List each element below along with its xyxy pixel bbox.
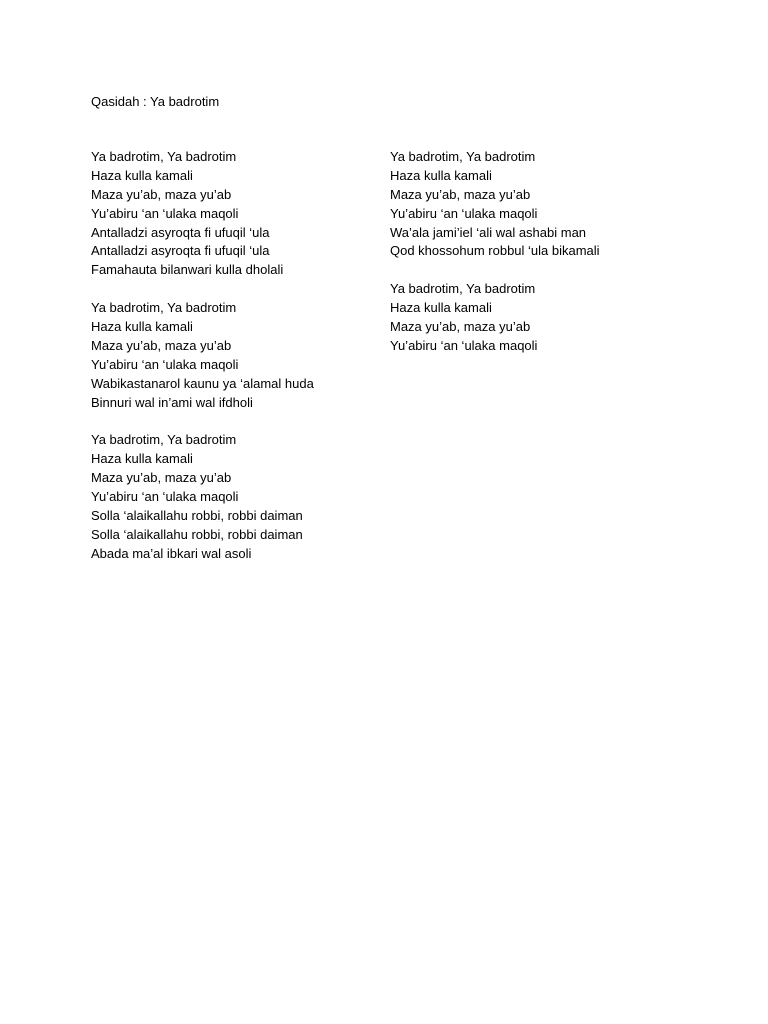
lyric-line: Wabikastanarol kaunu ya ‘alamal huda: [91, 375, 314, 391]
lyric-line: Haza kulla kamali: [390, 300, 492, 316]
lyric-line: Ya badrotim, Ya badrotim: [91, 432, 237, 448]
stanza-left-1: [91, 148, 314, 280]
lyric-line: Famahauta bilanwari kulla dholali: [91, 262, 284, 278]
document-title: Qasidah : Ya badrotim: [91, 94, 220, 109]
lyric-line: Binnuri wal in’ami wal ifdholi: [91, 394, 253, 410]
stanza-right-1: [390, 148, 600, 261]
lyric-line: Maza yu’ab, maza yu’ab: [91, 186, 232, 202]
lyric-line: Yu’abiru ‘an ‘ulaka maqoli: [390, 205, 538, 221]
lyric-line: Solla ‘alaikallahu robbi, robbi daiman: [91, 526, 303, 542]
lyric-line: Yu’abiru ‘an ‘ulaka maqoli: [91, 489, 239, 505]
lyric-line: Ya badrotim, Ya badrotim: [91, 149, 237, 164]
lyric-line: Solla ‘alaikallahu robbi, robbi daiman: [91, 507, 303, 523]
stanza-right-2: [390, 280, 600, 356]
lyric-line: Haza kulla kamali: [91, 319, 193, 335]
left-column: [91, 148, 314, 582]
lyric-line: Haza kulla kamali: [390, 167, 492, 183]
lyric-line: Maza yu’ab, maza yu’ab: [91, 337, 232, 353]
lyric-line: Yu’abiru ‘an ‘ulaka maqoli: [91, 356, 239, 372]
lyric-line: Qod khossohum robbul ‘ula bikamali: [390, 243, 600, 259]
lyric-line: Yu’abiru ‘an ‘ulaka maqoli: [91, 205, 239, 221]
lyric-line: Maza yu’ab, maza yu’ab: [91, 470, 232, 486]
lyric-line: Ya badrotim, Ya badrotim: [91, 300, 237, 316]
lyric-line: Ya badrotim, Ya badrotim: [390, 281, 536, 297]
lyric-line: Haza kulla kamali: [91, 451, 193, 467]
stanza-left-2: [91, 299, 314, 412]
lyric-line: Wa’ala jami’iel ‘ali wal ashabi man: [390, 224, 587, 240]
lyric-line: Maza yu’ab, maza yu’ab: [390, 186, 531, 202]
lyric-line: Maza yu’ab, maza yu’ab: [390, 319, 531, 335]
lyric-line: Yu’abiru ‘an ‘ulaka maqoli: [390, 337, 538, 353]
stanza-left-3: [91, 431, 314, 563]
lyric-line: Abada ma’al ibkari wal asoli: [91, 545, 252, 561]
lyric-line: Ya badrotim, Ya badrotim: [390, 149, 536, 164]
lyric-line: Antalladzi asyroqta fi ufuqil ‘ula: [91, 224, 270, 240]
lyric-line: Haza kulla kamali: [91, 167, 193, 183]
right-column: [390, 148, 600, 375]
lyric-line: Antalladzi asyroqta fi ufuqil ‘ula: [91, 243, 270, 259]
